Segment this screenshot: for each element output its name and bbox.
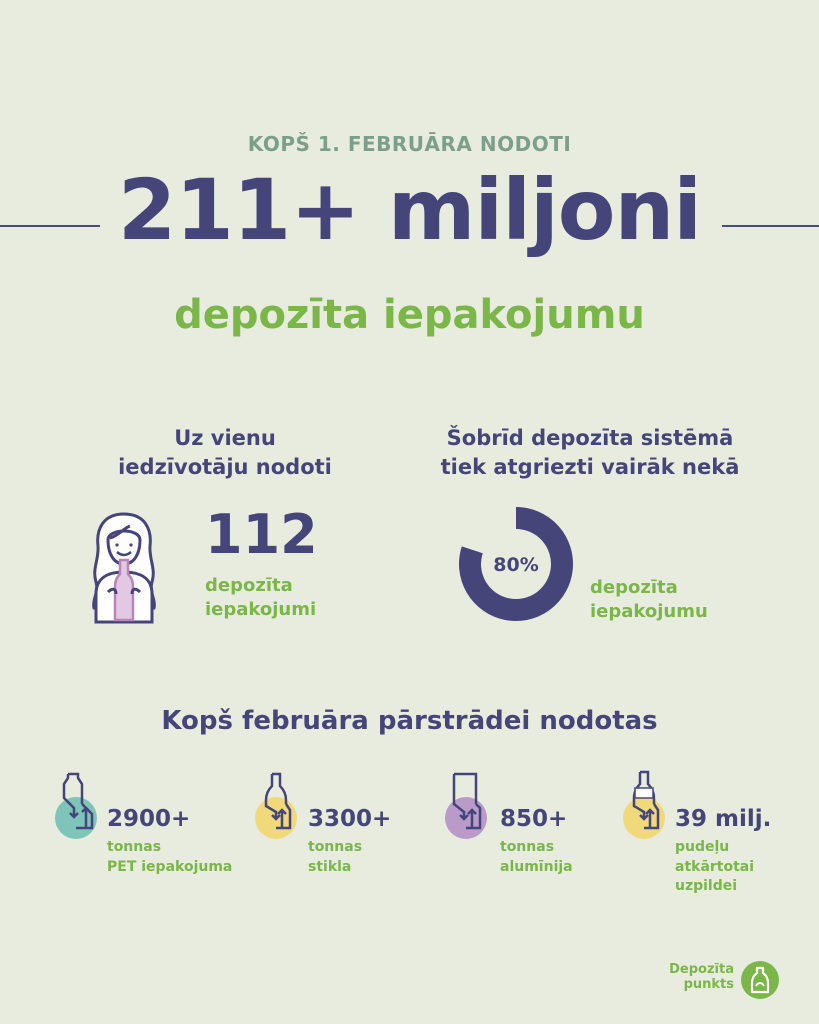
per-resident-heading-line2: iedzīvotāju nodoti: [118, 455, 332, 480]
recycling-item-refill-icon-wrap: [618, 768, 678, 840]
recycling-label-glass: [308, 838, 362, 877]
recycling-item-glass-icon-wrap: [250, 768, 310, 840]
return-rate-heading: [420, 424, 760, 483]
logo-line2: punkts: [683, 976, 734, 992]
per-resident-label-line1: depozīta: [205, 575, 293, 596]
recycling-label-refill-line3: uzpildei: [675, 878, 738, 895]
recycling-item-aluminium-icon-wrap: [440, 768, 500, 840]
logo-icon: [740, 960, 780, 1000]
per-resident-heading-line1: Uz vienu: [174, 426, 276, 450]
return-rate-donut: [457, 505, 575, 623]
refill-bottle-icon: [618, 768, 678, 840]
recycling-item-pet-icon-wrap: [50, 768, 110, 840]
recycling-label-aluminium-line2: alumīnija: [500, 858, 573, 875]
aluminium-can-icon: [440, 768, 500, 840]
recycling-value-aluminium: 850+: [500, 806, 568, 832]
return-rate-label: [590, 576, 708, 625]
return-rate-heading-line2: tiek atgriezti vairāk nekā: [440, 455, 740, 480]
recycling-value-pet: 2900+: [107, 806, 191, 832]
per-resident-label: [205, 574, 316, 623]
recycling-label-aluminium-line1: tonnas: [500, 839, 555, 855]
recycling-value-refill: 39 milj.: [675, 806, 772, 832]
pet-bottle-icon: [50, 768, 110, 840]
recycling-label-glass-line2: stikla: [308, 858, 352, 875]
kicker-text: KOPŠ 1. FEBRUĀRA NODOTI: [247, 132, 572, 156]
return-rate-label-line2: iepakojumu: [590, 601, 708, 623]
recycling-label-refill: [675, 838, 754, 897]
per-resident-label-line2: iepakojumi: [205, 599, 317, 621]
return-rate-heading-line1: Šobrīd depozīta sistēmā: [446, 426, 734, 450]
woman-with-bottle-icon: [84, 508, 164, 624]
headline: 211+ miljoni: [117, 161, 702, 259]
recycling-label-pet: [107, 838, 232, 877]
recycling-label-pet-line1: tonnas: [107, 839, 162, 855]
recycling-label-refill-line1: pudeļu: [675, 839, 730, 855]
recycling-value-glass: 3300+: [308, 806, 392, 832]
per-resident-value: 112: [205, 503, 318, 566]
return-rate-label-line1: depozīta: [590, 577, 678, 598]
recycling-label-glass-line1: tonnas: [308, 839, 363, 855]
per-resident-heading: [110, 424, 340, 483]
recycling-heading: Kopš februāra pārstrādei nodotas: [161, 706, 658, 736]
logo-text: [664, 963, 734, 993]
recycling-label-pet-line2: PET iepakojuma: [107, 858, 233, 875]
subheadline: depozīta iepakojumu: [174, 292, 645, 338]
return-rate-value: 80%: [493, 554, 539, 576]
glass-bottle-icon: [250, 768, 310, 840]
logo-line1: Depozīta: [669, 962, 734, 977]
recycling-label-aluminium: [500, 838, 573, 877]
recycling-label-refill-line2: atkārtotai: [675, 858, 755, 875]
